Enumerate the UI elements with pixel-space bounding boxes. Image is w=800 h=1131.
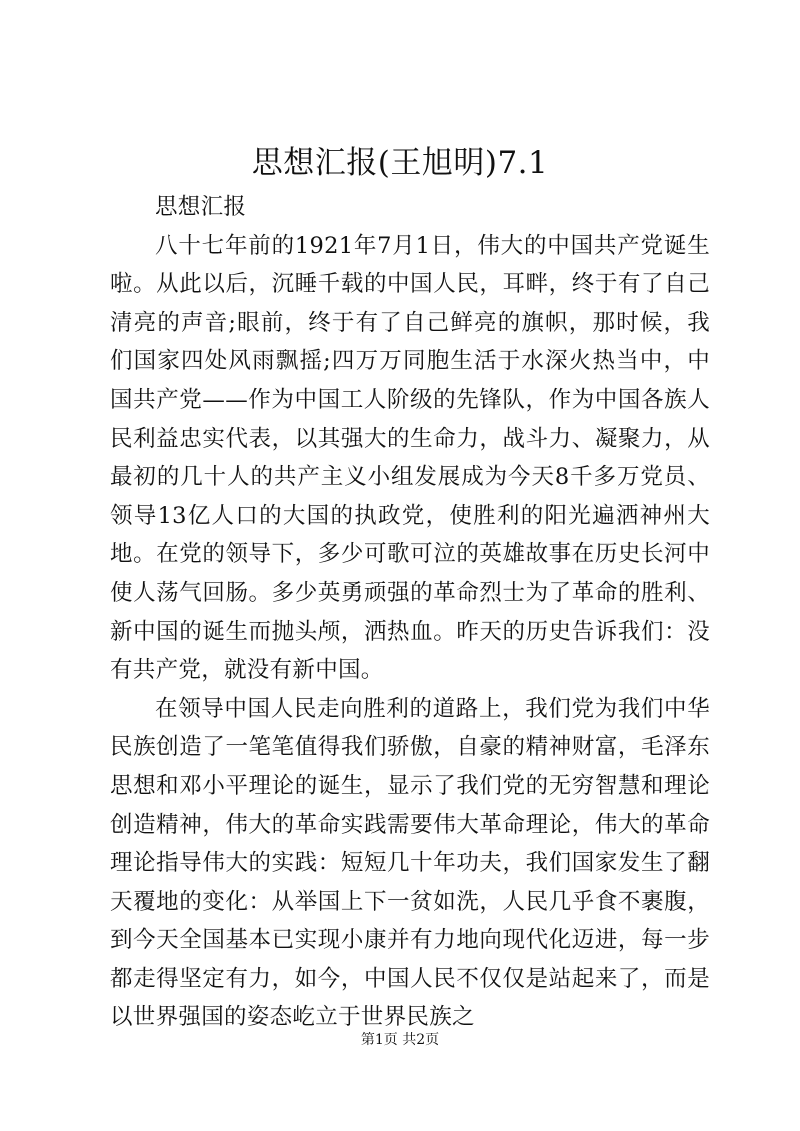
paragraph: 在领导中国人民走向胜利的道路上，我们党为我们中华民族创造了一笔笔值得我们骄傲，自豪的精神财富，毛泽东思想和邓小平理论的诞生，显示了我们党的无穷智慧和理论创造精神，伟大的革命实践需要伟大革命理论，伟大的革命理论指导伟大的实践：短短几十年功夫，我们国家发生了翻天覆地的变化：从举国上下一贫如洗，人民几乎食不裹腹，到今天全国基本已实现小康并有力地向现代化迈进，每一步都走得坚定有力，如今，中国人民不仅仅是站起来了，而是以世界强国的姿态屹立于世界民族之 (110, 695, 710, 1031)
document-title: 思想汇报(王旭明)7.1 (251, 145, 549, 181)
page-footer: 第1页 共2页 (360, 1032, 440, 1048)
paragraph: 八十七年前的1921年7月1日，伟大的中国共产党诞生啦。从此以后，沉睡千载的中国人民，耳畔，终于有了自己清亮的声音;眼前，终于有了自己鲜亮的旗帜，那时候，我们国家四处风雨飘摇;四万万同胞生活于水深火热当中，中国共产党——作为中国工人阶级的先锋队，作为中国各族人民利益忠实代表，以其强大的生命力，战斗力、凝聚力，从最初的几十人的共产主义小组发展成为今天8千多万党员、领导13亿人口的大国的执政党，使胜利的阳光遍洒神州大地。在党的领导下，多少可歌可泣的英雄故事在历史长河中使人荡气回肠。多少英勇顽强的革命烈士为了革命的胜利、新中国的诞生而抛头颅，洒热血。昨天的历史告诉我们：没有共产党，就没有新中国。 (110, 232, 710, 684)
paragraph-heading: 思想汇报 (155, 194, 247, 220)
document-body (110, 188, 710, 1037)
